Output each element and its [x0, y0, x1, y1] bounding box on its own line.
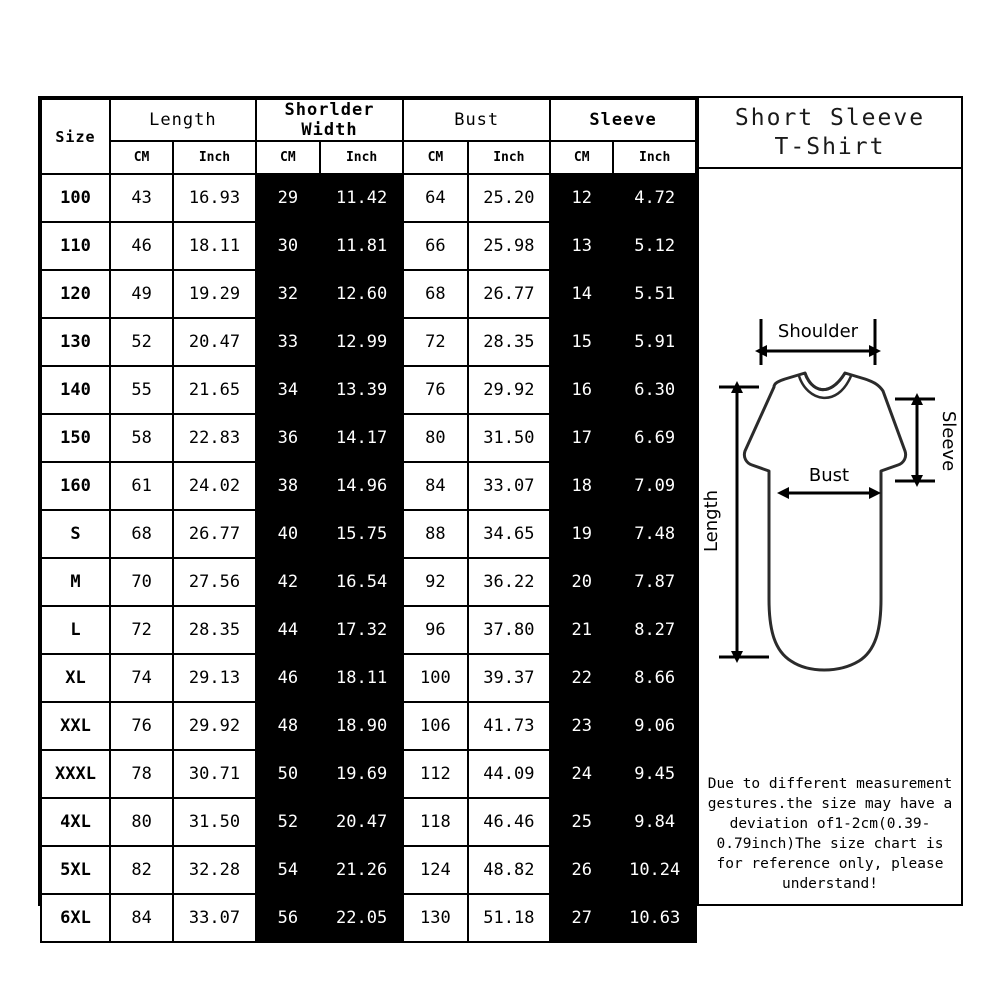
cell-length-cm: 70 [110, 558, 173, 606]
cell-size: S [41, 510, 110, 558]
cell-shoulder-inch: 14.96 [320, 462, 403, 510]
cell-size: 150 [41, 414, 110, 462]
cell-size: 100 [41, 174, 110, 222]
cell-sleeve-inch: 7.87 [613, 558, 696, 606]
panel-title-line1: Short Sleeve [734, 104, 926, 131]
cell-length-inch: 19.29 [173, 270, 256, 318]
cell-sleeve-cm: 14 [550, 270, 613, 318]
cell-size: 6XL [41, 894, 110, 942]
cell-sleeve-inch: 9.45 [613, 750, 696, 798]
cell-bust-inch: 46.46 [468, 798, 551, 846]
cell-sleeve-inch: 6.30 [613, 366, 696, 414]
cell-size: M [41, 558, 110, 606]
table-row [41, 462, 696, 510]
cell-size: 160 [41, 462, 110, 510]
cell-bust-inch: 41.73 [468, 702, 551, 750]
cell-sleeve-inch: 10.63 [613, 894, 696, 942]
cell-bust-cm: 76 [403, 366, 467, 414]
cell-shoulder-cm: 38 [256, 462, 320, 510]
cell-length-cm: 76 [110, 702, 173, 750]
cell-bust-cm: 118 [403, 798, 467, 846]
cell-length-inch: 26.77 [173, 510, 256, 558]
cell-size: 130 [41, 318, 110, 366]
cell-shoulder-inch: 12.99 [320, 318, 403, 366]
cell-length-inch: 21.65 [173, 366, 256, 414]
cell-sleeve-inch: 8.66 [613, 654, 696, 702]
table-body [41, 174, 696, 942]
cell-shoulder-inch: 17.32 [320, 606, 403, 654]
cell-sleeve-inch: 8.27 [613, 606, 696, 654]
cell-bust-inch: 29.92 [468, 366, 551, 414]
cell-sleeve-cm: 15 [550, 318, 613, 366]
unit-header-row [41, 141, 696, 174]
cell-length-inch: 33.07 [173, 894, 256, 942]
cell-bust-cm: 106 [403, 702, 467, 750]
table-header [41, 99, 696, 174]
cell-shoulder-cm: 46 [256, 654, 320, 702]
cell-shoulder-cm: 33 [256, 318, 320, 366]
cell-length-inch: 30.71 [173, 750, 256, 798]
cell-sleeve-inch: 9.84 [613, 798, 696, 846]
cell-bust-inch: 48.82 [468, 846, 551, 894]
label-sleeve: Sleeve [938, 410, 959, 472]
cell-shoulder-inch: 19.69 [320, 750, 403, 798]
cell-length-cm: 46 [110, 222, 173, 270]
unit-sleeve-cm: CM [550, 141, 613, 174]
cell-length-cm: 52 [110, 318, 173, 366]
cell-length-inch: 29.92 [173, 702, 256, 750]
cell-size: L [41, 606, 110, 654]
cell-shoulder-cm: 36 [256, 414, 320, 462]
table-row [41, 222, 696, 270]
table-row [41, 606, 696, 654]
table-row [41, 366, 696, 414]
cell-length-inch: 20.47 [173, 318, 256, 366]
cell-length-cm: 61 [110, 462, 173, 510]
cell-length-cm: 68 [110, 510, 173, 558]
cell-bust-cm: 72 [403, 318, 467, 366]
cell-shoulder-cm: 29 [256, 174, 320, 222]
cell-bust-cm: 92 [403, 558, 467, 606]
cell-size: XL [41, 654, 110, 702]
size-chart-container [38, 96, 963, 928]
table-row [41, 702, 696, 750]
cell-bust-cm: 64 [403, 174, 467, 222]
table-row [41, 318, 696, 366]
cell-shoulder-inch: 14.17 [320, 414, 403, 462]
table-row [41, 750, 696, 798]
cell-size: XXXL [41, 750, 110, 798]
cell-sleeve-cm: 20 [550, 558, 613, 606]
header-length: Length [110, 99, 256, 141]
cell-size: 110 [41, 222, 110, 270]
cell-bust-cm: 130 [403, 894, 467, 942]
cell-sleeve-cm: 12 [550, 174, 613, 222]
cell-length-cm: 72 [110, 606, 173, 654]
panel-title-line2: T-Shirt [774, 133, 886, 160]
tshirt-measurement-illustration [699, 169, 961, 729]
cell-shoulder-cm: 32 [256, 270, 320, 318]
cell-shoulder-inch: 16.54 [320, 558, 403, 606]
cell-length-inch: 28.35 [173, 606, 256, 654]
cell-shoulder-cm: 52 [256, 798, 320, 846]
table-row [41, 510, 696, 558]
cell-sleeve-cm: 22 [550, 654, 613, 702]
cell-sleeve-cm: 27 [550, 894, 613, 942]
cell-bust-cm: 84 [403, 462, 467, 510]
unit-length-inch: Inch [173, 141, 256, 174]
cell-bust-inch: 44.09 [468, 750, 551, 798]
cell-bust-cm: 100 [403, 654, 467, 702]
cell-sleeve-inch: 7.09 [613, 462, 696, 510]
cell-length-inch: 22.83 [173, 414, 256, 462]
unit-length-cm: CM [110, 141, 173, 174]
cell-sleeve-cm: 25 [550, 798, 613, 846]
cell-sleeve-cm: 17 [550, 414, 613, 462]
cell-bust-inch: 33.07 [468, 462, 551, 510]
table-row [41, 798, 696, 846]
header-sleeve: Sleeve [550, 99, 696, 141]
header-shoulder-width: Shorlder Width [256, 99, 404, 141]
cell-shoulder-inch: 22.05 [320, 894, 403, 942]
cell-sleeve-inch: 5.12 [613, 222, 696, 270]
cell-bust-inch: 51.18 [468, 894, 551, 942]
cell-sleeve-inch: 4.72 [613, 174, 696, 222]
tshirt-diagram [699, 169, 961, 768]
cell-bust-cm: 124 [403, 846, 467, 894]
cell-sleeve-cm: 26 [550, 846, 613, 894]
cell-bust-inch: 26.77 [468, 270, 551, 318]
cell-length-cm: 58 [110, 414, 173, 462]
cell-sleeve-cm: 21 [550, 606, 613, 654]
cell-length-cm: 84 [110, 894, 173, 942]
cell-sleeve-inch: 5.51 [613, 270, 696, 318]
cell-shoulder-inch: 15.75 [320, 510, 403, 558]
measurement-disclaimer: Due to different measurement gestures.the size may have a deviation of1-2cm(0.39-0.79inch)The size chart is for reference only, please understand! [707, 776, 953, 892]
cell-shoulder-cm: 56 [256, 894, 320, 942]
cell-length-inch: 16.93 [173, 174, 256, 222]
table-row [41, 270, 696, 318]
cell-size: XXL [41, 702, 110, 750]
cell-shoulder-inch: 13.39 [320, 366, 403, 414]
cell-shoulder-inch: 11.42 [320, 174, 403, 222]
cell-bust-inch: 36.22 [468, 558, 551, 606]
cell-bust-cm: 68 [403, 270, 467, 318]
unit-bust-cm: CM [403, 141, 467, 174]
header-bust: Bust [403, 99, 550, 141]
table-row [41, 414, 696, 462]
group-header-row [41, 99, 696, 141]
cell-length-inch: 24.02 [173, 462, 256, 510]
cell-size: 4XL [41, 798, 110, 846]
cell-sleeve-cm: 19 [550, 510, 613, 558]
cell-length-inch: 32.28 [173, 846, 256, 894]
cell-shoulder-cm: 48 [256, 702, 320, 750]
cell-bust-cm: 80 [403, 414, 467, 462]
cell-sleeve-inch: 6.69 [613, 414, 696, 462]
cell-shoulder-cm: 30 [256, 222, 320, 270]
cell-length-cm: 74 [110, 654, 173, 702]
cell-shoulder-inch: 11.81 [320, 222, 403, 270]
cell-bust-inch: 25.98 [468, 222, 551, 270]
cell-length-cm: 49 [110, 270, 173, 318]
cell-sleeve-cm: 23 [550, 702, 613, 750]
cell-length-inch: 31.50 [173, 798, 256, 846]
cell-bust-cm: 96 [403, 606, 467, 654]
cell-sleeve-inch: 10.24 [613, 846, 696, 894]
unit-shoulder-inch: Inch [320, 141, 403, 174]
cell-bust-inch: 25.20 [468, 174, 551, 222]
unit-bust-inch: Inch [468, 141, 551, 174]
cell-sleeve-cm: 13 [550, 222, 613, 270]
cell-length-cm: 43 [110, 174, 173, 222]
cell-length-cm: 55 [110, 366, 173, 414]
cell-sleeve-cm: 24 [550, 750, 613, 798]
cell-shoulder-cm: 44 [256, 606, 320, 654]
unit-shoulder-cm: CM [256, 141, 320, 174]
cell-shoulder-cm: 54 [256, 846, 320, 894]
cell-sleeve-inch: 5.91 [613, 318, 696, 366]
cell-size: 140 [41, 366, 110, 414]
table-row [41, 174, 696, 222]
cell-bust-cm: 88 [403, 510, 467, 558]
cell-bust-inch: 28.35 [468, 318, 551, 366]
cell-sleeve-inch: 7.48 [613, 510, 696, 558]
label-shoulder: Shoulder [777, 321, 859, 342]
cell-length-cm: 78 [110, 750, 173, 798]
cell-sleeve-cm: 16 [550, 366, 613, 414]
cell-sleeve-inch: 9.06 [613, 702, 696, 750]
cell-shoulder-inch: 18.11 [320, 654, 403, 702]
label-bust: Bust [808, 465, 850, 486]
cell-shoulder-cm: 34 [256, 366, 320, 414]
cell-bust-inch: 34.65 [468, 510, 551, 558]
table-row [41, 654, 696, 702]
cell-shoulder-cm: 42 [256, 558, 320, 606]
product-info-panel [697, 98, 961, 904]
cell-length-cm: 80 [110, 798, 173, 846]
cell-shoulder-cm: 40 [256, 510, 320, 558]
unit-sleeve-inch: Inch [613, 141, 696, 174]
cell-bust-inch: 31.50 [468, 414, 551, 462]
cell-length-cm: 82 [110, 846, 173, 894]
cell-length-inch: 29.13 [173, 654, 256, 702]
panel-title [699, 98, 961, 169]
cell-size: 5XL [41, 846, 110, 894]
cell-shoulder-inch: 18.90 [320, 702, 403, 750]
cell-bust-inch: 39.37 [468, 654, 551, 702]
cell-shoulder-inch: 21.26 [320, 846, 403, 894]
size-measurements-table [40, 98, 697, 943]
label-length: Length [701, 489, 722, 553]
cell-shoulder-inch: 20.47 [320, 798, 403, 846]
table-row [41, 894, 696, 942]
cell-length-inch: 18.11 [173, 222, 256, 270]
cell-shoulder-inch: 12.60 [320, 270, 403, 318]
header-size: Size [41, 99, 110, 174]
cell-bust-cm: 66 [403, 222, 467, 270]
table-row [41, 558, 696, 606]
table-row [41, 846, 696, 894]
cell-length-inch: 27.56 [173, 558, 256, 606]
cell-size: 120 [41, 270, 110, 318]
cell-bust-cm: 112 [403, 750, 467, 798]
cell-bust-inch: 37.80 [468, 606, 551, 654]
cell-sleeve-cm: 18 [550, 462, 613, 510]
cell-shoulder-cm: 50 [256, 750, 320, 798]
